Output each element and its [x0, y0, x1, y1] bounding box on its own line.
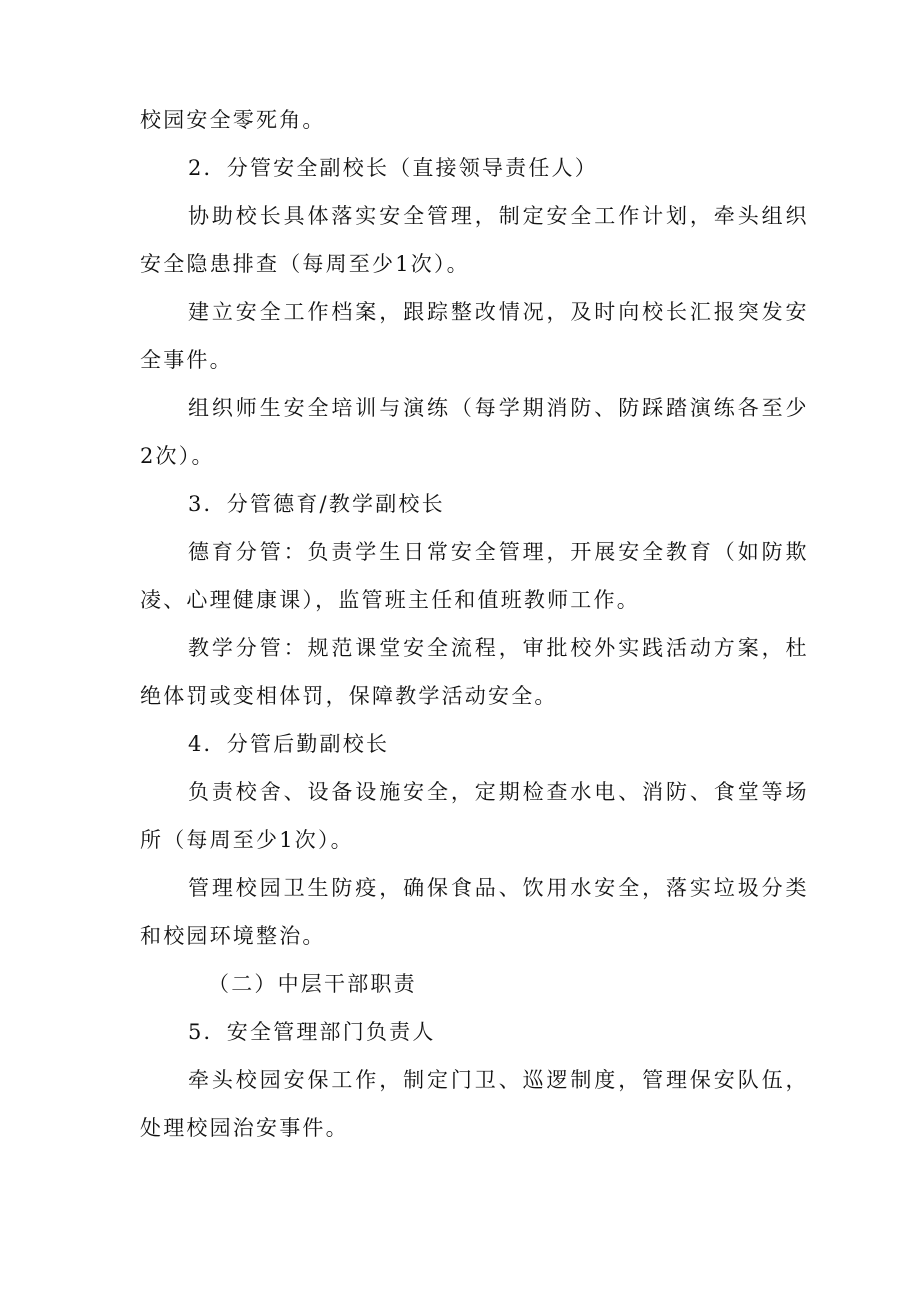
paragraph-line: 管理校园卫生防疫，确保食品、饮用水安全，落实垃圾分类 — [188, 876, 810, 900]
paragraph-line: 凌、心理健康课），监管班主任和值班教师工作。 — [140, 588, 640, 612]
section-heading: 3．分管德育/教学副校长 — [188, 492, 445, 516]
document-body — [140, 96, 810, 1152]
paragraph-line: 德育分管：负责学生日常安全管理，开展安全教育（如防欺 — [188, 540, 810, 564]
subsection-heading: （二）中层干部职责 — [208, 972, 417, 996]
paragraph-line: 协助校长具体落实安全管理，制定安全工作计划，牵头组织 — [188, 204, 810, 228]
paragraph-line: 全事件。 — [140, 348, 233, 372]
paragraph-continuation: 校园安全零死角。 — [140, 108, 326, 132]
paragraph-line: 建立安全工作档案，跟踪整改情况，及时向校长汇报突发安 — [188, 300, 810, 324]
section-heading: 2．分管安全副校长（直接领导责任人） — [188, 156, 598, 180]
section-heading: 5．安全管理部门负责人 — [188, 1020, 436, 1044]
paragraph-line: 负责校舍、设备设施安全，定期检查水电、消防、食堂等场 — [188, 780, 810, 804]
paragraph-line: 处理校园治安事件。 — [140, 1116, 349, 1140]
section-heading: 4．分管后勤副校长 — [188, 732, 390, 756]
paragraph-line: 组织师生安全培训与演练（每学期消防、防踩踏演练各至少 — [188, 396, 810, 420]
paragraph-line: 2次）。 — [140, 444, 215, 468]
paragraph-line: 牵头校园安保工作，制定门卫、巡逻制度，管理保安队伍， — [188, 1068, 810, 1092]
paragraph-line: 教学分管：规范课堂安全流程，审批校外实践活动方案，杜 — [188, 636, 810, 660]
paragraph-line: 和校园环境整治。 — [140, 924, 326, 948]
paragraph-line: 绝体罚或变相体罚，保障教学活动安全。 — [140, 684, 558, 708]
paragraph-line: 所（每周至少1次）。 — [140, 828, 354, 852]
paragraph-line: 安全隐患排查（每周至少1次）。 — [140, 252, 470, 276]
